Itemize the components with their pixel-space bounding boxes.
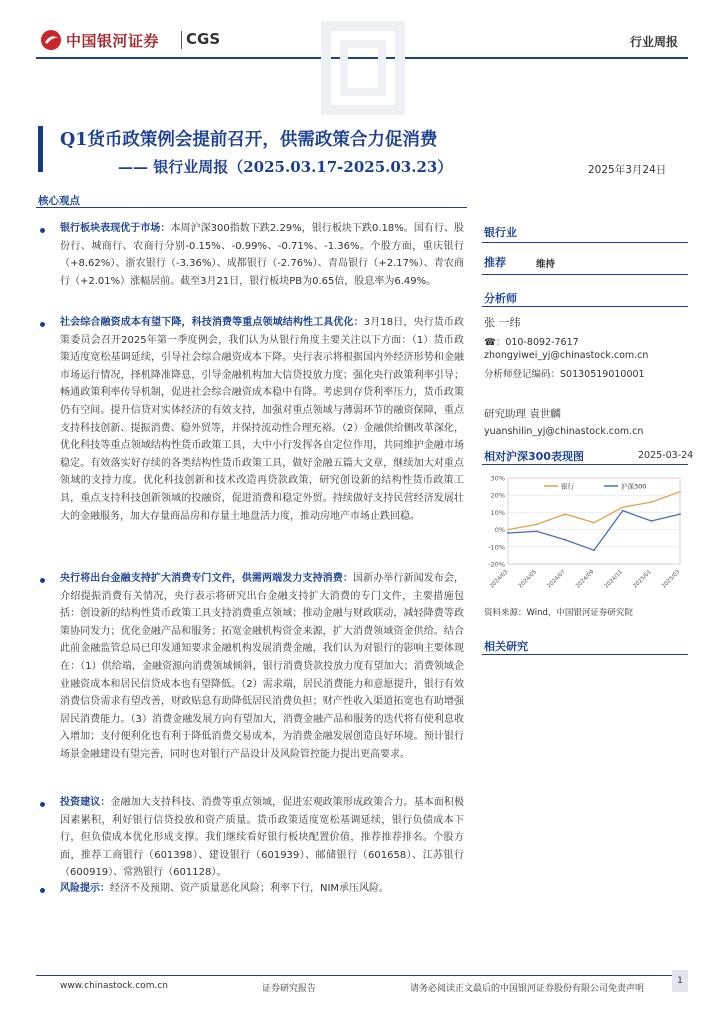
bullet-icon [40,578,45,583]
chart-xtick-label: 2025/01 [632,569,653,590]
report-date: 2025年3月24日 [588,164,667,176]
paragraph-body: 3月18日，央行货币政策委员会召开2025年第一季度例会，我们认为从银行角度主要关注以下方面：（1）货币政策适度宽松基调延续，引导社会综合融资成本下降。央行表示将根据国内外经济形势和金融市场运行情况，择机降准降息，引导金融机构加大信贷投放力度；强化央行政策利率引导；畅通政策利率传导机制，促进社会综合融资成本稳中有降。考虑到存贷利率压力，货币政策仍有空间。提升信贷对实体经济的有效支持，加强对重点领域与薄弱环节的融资保障，重点支持科技创新、提振消费、稳外贸等，并保持流动性合理充裕。（2）金融供给侧改革深化，优化科技等重点领域结构性货币政策工具，大中小行发挥各自定位作用，共同维护金融市场稳定。有效落实好存续的各类结构性货币政策工具，做好金融五篇大文章，继续加大对重点领域的支持力度。优化科技创新和技术改造再贷款政策，研究创设新的结构性货币政策工具，重点支持科技创新领域的投融资，促进消费和稳定外贸。持续做好支持民营经济发展壮大的金融服务，加大存量商品房和存量土地盘活力度，推动房地产市场止跌回稳。 [60,317,465,522]
sidebar-divider [482,306,688,307]
rating-value: 维持 [536,259,556,270]
paragraph-consumption-support [60,570,464,764]
chart-xtick-label: 2024/11 [603,569,625,590]
paragraph-investment-advice [60,794,464,882]
research-assistant: 研究助理 袁世麟 [484,408,561,420]
chart-point [564,539,566,541]
chart-point [536,530,538,532]
logo-divider [181,31,182,49]
chart-legend-label: 沪深300 [621,482,647,491]
paragraph-risk-warning [60,880,464,898]
footer-website-link[interactable]: www.chinastock.com.cn [60,981,168,991]
analyst-email[interactable]: zhongyiwei_yj@chinastock.com.cn [484,350,649,361]
bullet-icon [40,228,45,233]
core-views-label: 核心观点 [38,195,80,207]
related-research-heading: 相关研究 [484,640,528,653]
sidebar-divider [482,274,688,275]
chart-xtick-label: 2024/07 [546,569,567,590]
chart-xtick-label: 2025/03 [661,569,682,590]
chart-ytick-label: -20% [488,560,505,569]
paragraph-lead: 风险提示： [60,883,110,894]
chart-point [622,506,624,508]
company-name-cn: 中国银河证券 [66,32,160,50]
analyst-name: 张 一纬 [484,316,521,329]
chart-legend-label: 银行 [561,482,574,491]
chart-point [507,529,509,531]
paragraph-bank-performance [60,220,464,290]
bullet-icon [40,888,45,893]
chart-ytick-label: 10% [490,508,505,517]
chart-ytick-label: 30% [490,474,505,483]
analyst-phone: ☎：010-8092-7617 [484,337,579,348]
paragraph-lead: 投资建议： [60,797,111,808]
chart-title: 相对沪深300表现图 [484,450,584,463]
paragraph-lead: 央行将出台金融支持扩大消费专门文件，供需两端发力支持消费： [60,573,353,584]
chart-xtick-label: 2024/03 [489,569,510,590]
paragraph-financing-cost [60,314,464,525]
bullet-icon [40,322,45,327]
chart-point [593,522,595,524]
paragraph-body: 金融加大支持科技、消费等重点领域，促进宏观政策形成政策合力。基本面积极因素累积，利好银行信贷投放和资产质量。货币政策适度宽松基调延续，银行负债成本下行，但负债成本优化形成支撑。我们继续看好银行板块配置价值，推荐推荐排名。个股方面，推荐工商银行（601398）、建设银行（601939）、邮储银行（601658）、江苏银行（600919）、常熟银行（601128）。 [60,797,465,879]
footer-report-label: 证券研究报告 [262,984,317,994]
company-logo-icon [40,29,62,51]
chart-xtick-label: 2024/09 [575,569,596,590]
chart-xtick-label: 2024/05 [517,569,539,590]
chart-ytick-label: -10% [488,543,505,552]
paragraph-lead: 银行板块表现优于市场： [60,223,171,234]
watermark-logo-icon [318,18,408,118]
chart-point [650,501,652,503]
paragraph-body: 本周沪深300指数下跌2.29%，银行板块下跌0.18%。国有行、股份行、城商行、农商行分别-0.15%、-0.99%、-0.71%、-1.36%。个股方面，重庆银行（+8.62%）、浙农银行（-3.36%）、成都银行（-2.76%）、青岛银行（+2.17%）、青农商行（+2.01%）涨幅居前。截至3月21日，银行板块PB为0.65倍，股息率为6.49%。 [60,223,465,287]
footer-divider [36,975,688,976]
chart-point [507,532,509,534]
chart-source: 资料来源：Wind，中国银河证券研究院 [484,608,633,618]
report-title: Q1货币政策例会提前召开，供需政策合力促消费 [60,130,438,150]
footer-disclaimer: 请务必阅读正文最后的中国银河证券股份有限公司免责声明 [410,984,645,994]
chart-series-line [508,492,680,530]
chart-ytick-label: 20% [490,491,505,500]
title-accent-bar [38,126,43,172]
paragraph-body: 国新办举行新闻发布会，介绍提振消费有关情况，央行表示将研究出台金融支持扩大消费的专门文件，主要措施包括：创设新的结构性货币政策工具支持消费重点领域；推动金融与财政联动，减轻降费等政策协同发力；优化金融产品和服务；拓宽金融机构资金来源，扩大消费领域资金供给。结合此前金融监管总局已印发通知要求金融机构发展消费金融，我们认为对银行的影响主要体现在：（1）供给端，金融资源向消费领域倾斜，银行消费贷款投放力度有望加大；消费领域企业融资成本和居民信贷成本也有望降低。（2）需求端，居民消费能力和意愿提升，银行有效消费信贷需求有望改善，财政贴息有助降低居民消费负担；财产性收入渠道拓宽也有助增强居民消费能力。（3）消费金融发展方向有望加大，消费金融产品和服务的迭代将有使利息收入增加；支付便利化也有利于降低消费交易成本，为消费金融发展创造良好环境。预计银行场景金融建设有望完善，同时也对银行产品设计及风险管控能力提出更高要求。 [60,573,465,760]
company-name-en: CGS [186,30,221,48]
relative-performance-chart [484,468,688,598]
chart-point [679,513,681,515]
bullet-icon [40,802,45,807]
rating-label: 推荐 [484,256,506,269]
paragraph-lead: 社会综合融资成本有望下降，科技消费等重点领域结构性工具优化： [60,317,364,328]
industry-label: 银行业 [484,226,517,239]
chart-point [593,549,595,551]
chart-point [536,524,538,526]
chart-series-line [508,511,680,551]
analyst-cert-number: 分析师登记编码：S0130519010001 [484,369,645,380]
sidebar-divider [482,242,688,243]
chart-ytick-label: 0% [494,526,505,535]
core-views-divider [36,207,467,208]
report-type-tag: 行业周报 [630,35,679,49]
chart-point [679,491,681,493]
sidebar-divider [482,464,688,465]
analyst-heading: 分析师 [484,292,517,305]
chart-point [622,510,624,512]
chart-point [650,520,652,522]
report-subtitle: —— 银行业周报（2025.03.17-2025.03.23） [118,158,453,176]
chart-date: 2025-03-24 [638,450,694,461]
sidebar-divider [482,654,688,655]
paragraph-body: 经济不及预期、资产质量恶化风险；利率下行，NIM承压风险。 [110,883,390,894]
chart-point [564,513,566,515]
assistant-email[interactable]: yuanshilin_yj@chinastock.com.cn [484,426,644,437]
page-number: 1 [672,970,688,992]
